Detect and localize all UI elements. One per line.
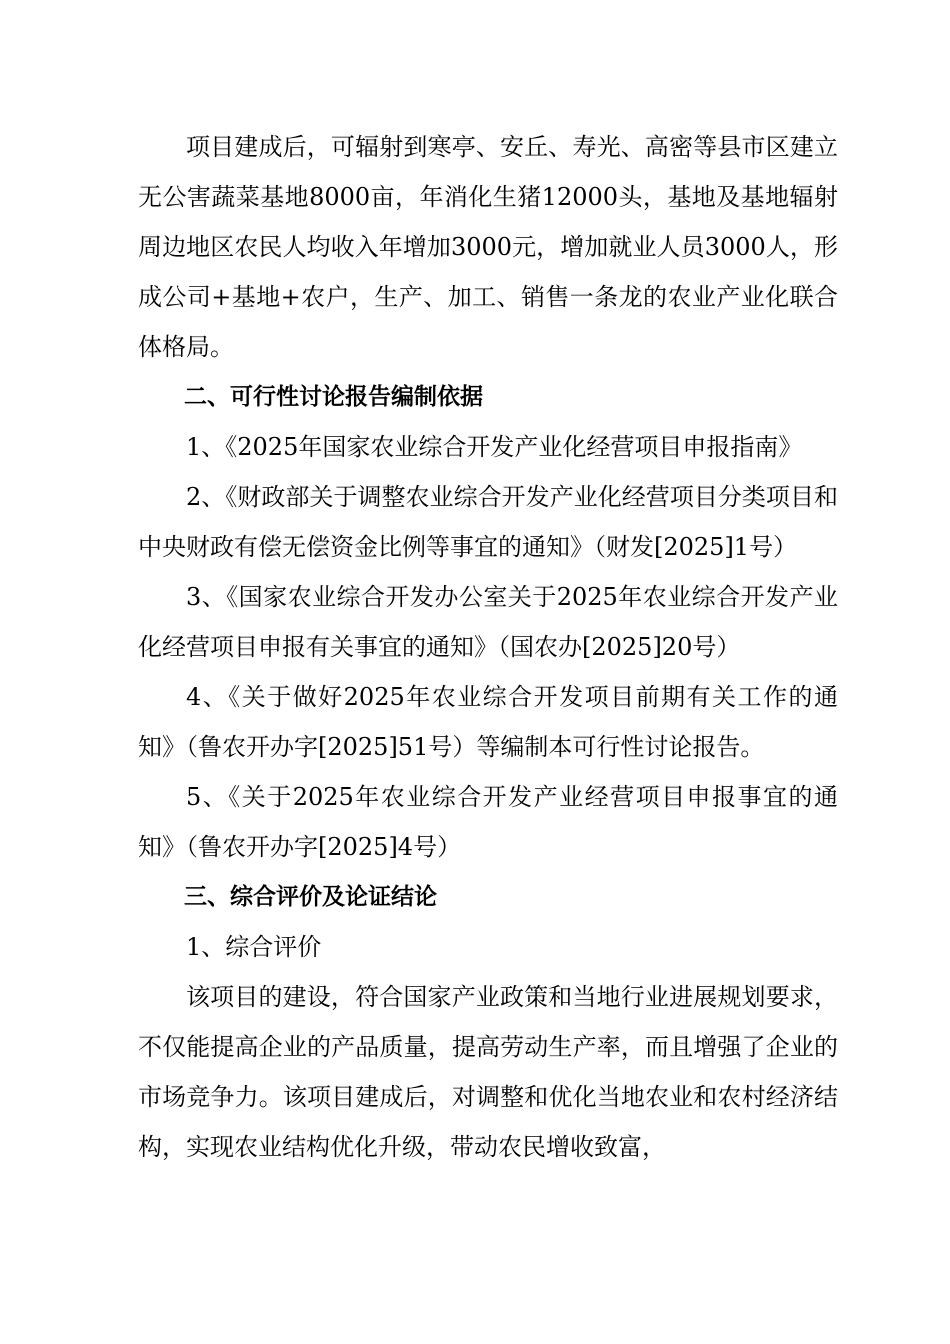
subheading-comprehensive-evaluation: 1、综合评价 — [186, 933, 322, 961]
basis-item-4: 4、《关于做好2025年农业综合开发项目前期有关工作的通知》（鲁农开办字[2025]51号）等编制本可行性讨论报告。 — [138, 683, 838, 761]
paragraph-project-impact: 项目建成后，可辐射到寒亭、安丘、寿光、高密等县市区建立无公害蔬菜基地8000亩，年消化生猪12000头，基地及基地辐射周边地区农民人均收入年增加3000元，增加就业人员3000人，形成公司+基地+农户，生产、加工、销售一条龙的农业产业化联合体格局。 — [138, 133, 838, 361]
basis-item-5: 5、《关于2025年农业综合开发产业经营项目申报事宜的通知》（鲁农开办字[2025]4号） — [138, 783, 838, 861]
document-page — [138, 122, 838, 1172]
section-heading-basis: 二、可行性讨论报告编制依据 — [184, 384, 483, 410]
basis-item-1: 1、《2025年国家农业综合开发产业化经营项目申报指南》 — [186, 433, 803, 461]
basis-item-2: 2、《财政部关于调整农业综合开发产业化经营项目分类项目和中央财政有偿无偿资金比例等事宜的通知》（财发[2025]1号） — [138, 483, 838, 561]
paragraph-evaluation-body: 该项目的建设，符合国家产业政策和当地行业进展规划要求，不仅能提高企业的产品质量，提高劳动生产率，而且增强了企业的市场竞争力。该项目建成后，对调整和优化当地农业和农村经济结构，实现农业结构优化升级，带动农民增收致富， — [138, 983, 838, 1161]
section-heading-evaluation: 三、综合评价及论证结论 — [184, 884, 437, 910]
basis-item-3: 3、《国家农业综合开发办公室关于2025年农业综合开发产业化经营项目申报有关事宜的通知》（国农办[2025]20号） — [138, 583, 838, 661]
